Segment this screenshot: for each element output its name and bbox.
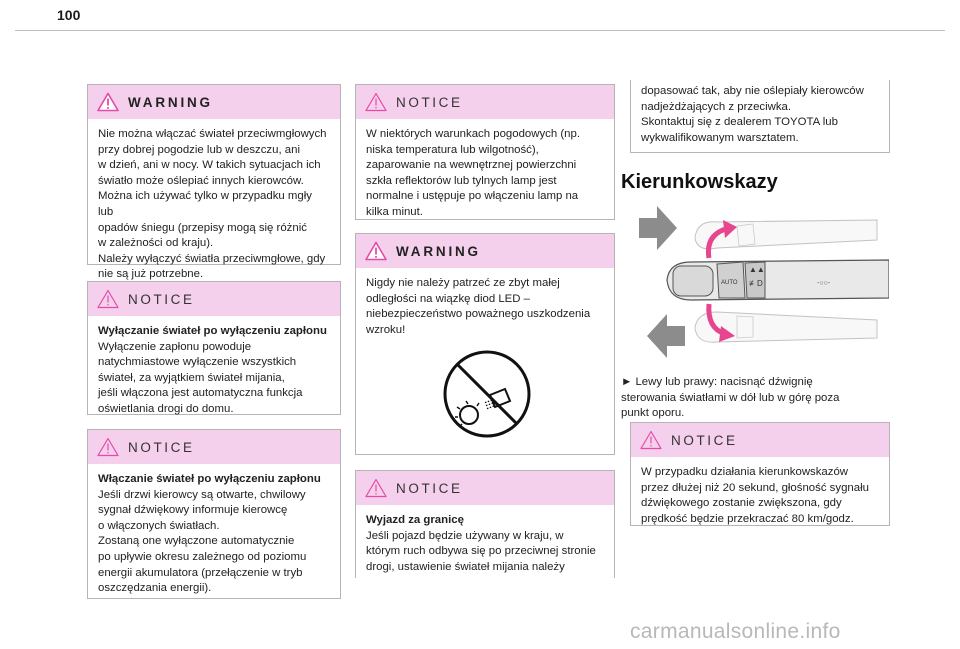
text-line: normalne i ustępuje po włączeniu lamp na — [366, 190, 579, 203]
text-line: o włączonych światłach. — [98, 519, 220, 532]
text-line: niska temperatura lub wilgotność), — [366, 143, 539, 156]
notice-header — [356, 85, 614, 119]
warning-body — [356, 268, 614, 338]
stalk-upper-ghost — [695, 220, 877, 249]
text-line: jeśli włączona jest automatyczna funkcja — [98, 387, 303, 400]
text-line: Jeśli pojazd będzie używany w kraju, w — [366, 529, 564, 542]
text-line: dźwiękowego zostanie zwiększona, gdy — [641, 497, 842, 510]
notice-title: NOTICE — [128, 439, 195, 455]
warning-header — [356, 234, 614, 268]
text-line: nie są już potrzebne. — [98, 268, 204, 281]
notice-heading: Wyłączanie świateł po wyłączeniu zapłonu — [98, 325, 327, 337]
instruction-text — [621, 375, 891, 422]
text-line: światło może oślepiać innych kierowców. — [98, 174, 304, 187]
text-line: po upływie okresu zależnego od poziomu — [98, 550, 307, 563]
notice-box-turn-signal-volume — [630, 422, 890, 526]
warning-box-fog-lights — [87, 84, 341, 281]
notice-box-condensation — [355, 84, 615, 220]
watermark: carmanualsonline.info — [630, 620, 841, 643]
notice-triangle-icon — [365, 478, 387, 498]
text-line: oszczędzania energii). — [98, 582, 212, 595]
notice-body — [88, 316, 340, 418]
notice-heading: Włączanie świateł po wyłączeniu zapłonu — [98, 473, 321, 485]
notice-body — [631, 457, 889, 527]
notice-title: NOTICE — [396, 94, 463, 110]
warning-body — [88, 119, 340, 283]
text-line: niebezpieczeństwo poważnego uszkodzenia — [366, 308, 591, 321]
text-line: opadów śniegu (przepisy mogą się różnić — [98, 221, 307, 234]
text-line: przez dłużej niż 20 sekund, głośność sygnału — [641, 481, 869, 494]
notice-body — [88, 464, 340, 597]
text-line: przy dobrej pogodzie lub w deszczu, ani — [98, 143, 300, 156]
notice-box-abroad — [355, 470, 615, 578]
text-line: Należy wyłączyć światła przeciwmgłowe, gdy — [98, 252, 326, 265]
notice-header — [631, 423, 889, 457]
turn-signal-stalk-illustration — [637, 200, 889, 365]
text-line: wzroku! — [366, 323, 406, 336]
text-line: oświetlania drogi do domu. — [98, 402, 234, 415]
notice-header — [356, 471, 614, 505]
notice-body — [356, 119, 614, 221]
warning-triangle-icon — [97, 92, 119, 112]
arrow-left-icon — [647, 314, 685, 358]
text-line: Nie można włączać świateł przeciwmgłowych — [98, 128, 327, 140]
text-line: świateł, za wyjątkiem świateł mijania, — [98, 371, 285, 384]
text-line: Zostaną one wyłączone automatycznie — [98, 535, 295, 548]
auto-label: AUTO — [721, 280, 738, 286]
text-line: sygnał dźwiękowy informuje kierowcę — [98, 504, 288, 517]
arrow-right-icon — [639, 206, 677, 250]
text-line: w zależności od kraju). — [98, 237, 214, 250]
notice-header — [88, 282, 340, 316]
notice-box-continued — [630, 80, 890, 153]
notice-heading: Wyjazd za granicę — [366, 514, 464, 526]
text-line: prędkość będzie przekraczać 80 km/godz. — [641, 512, 854, 525]
svg-text:≢D: ≢D — [749, 279, 763, 288]
notice-triangle-icon — [365, 92, 387, 112]
text-line: energii akumulatora (przełączenie w tryb — [98, 566, 303, 579]
text-line: odległości na wiązkę diod LED – — [366, 292, 530, 305]
notice-box-lights-off — [87, 281, 341, 415]
notice-triangle-icon — [97, 289, 119, 309]
notice-box-lights-on — [87, 429, 341, 599]
svg-text:-○○-: -○○- — [817, 280, 831, 287]
svg-text:▲▲: ▲▲ — [749, 265, 765, 274]
warning-title: WARNING — [128, 94, 213, 110]
no-look-at-led-icon — [432, 349, 542, 439]
warning-header — [88, 85, 340, 119]
text-line: wykwalifikowanym warsztatem. — [641, 131, 799, 144]
text-line: natychmiastowe wyłączenie wszystkich — [98, 356, 297, 369]
text-line: dopasować tak, aby nie oślepiały kierowców — [641, 85, 864, 97]
text-line: kilka minut. — [366, 205, 423, 218]
notice-title: NOTICE — [671, 432, 738, 448]
page-number: 100 — [57, 7, 81, 23]
text-line: Skontaktuj się z dealerem TOYOTA lub — [641, 116, 838, 129]
text-line: Nigdy nie należy patrzeć ze zbyt małej — [366, 277, 560, 289]
warning-triangle-icon — [365, 241, 387, 261]
notice-title: NOTICE — [396, 480, 463, 496]
notice-header — [88, 430, 340, 464]
notice-body — [356, 505, 614, 575]
text-line: sterowania światłami w dół lub w górę poza — [621, 391, 840, 404]
text-line: W niektórych warunkach pogodowych (np. — [366, 128, 580, 140]
warning-title: WARNING — [396, 243, 481, 259]
text-line: szkła reflektorów lub tylnych lamp jest — [366, 174, 557, 187]
notice-title: NOTICE — [128, 291, 195, 307]
text-line: w dzień, ani w nocy. W takich sytuacjach ich — [98, 159, 321, 172]
text-line: punkt oporu. — [621, 407, 685, 420]
text-line: ► Lewy lub prawy: nacisnąć dźwignię — [621, 376, 813, 388]
text-line: Jeśli drzwi kierowcy są otwarte, chwilowy — [98, 488, 306, 501]
section-title: Kierunkowskazy — [621, 171, 778, 193]
text-line: Można ich używać tylko w przypadku mgły lub — [98, 190, 312, 218]
text-line: zaparowanie na wewnętrznej powierzchni — [366, 159, 577, 172]
top-divider — [15, 30, 945, 31]
notice-triangle-icon — [97, 437, 119, 457]
text-line: W przypadku działania kierunkowskazów — [641, 466, 849, 478]
text-line: drogi, ustawienie świateł mijania należy — [366, 560, 565, 573]
text-line: Wyłączenie zapłonu powoduje — [98, 340, 252, 353]
text-line: nadjeżdżających z przeciwka. — [641, 100, 792, 113]
notice-triangle-icon — [640, 430, 662, 450]
notice-body — [631, 80, 889, 146]
text-line: którym ruch odbywa się po przeciwnej stronie — [366, 545, 596, 558]
stalk-main — [667, 260, 889, 300]
